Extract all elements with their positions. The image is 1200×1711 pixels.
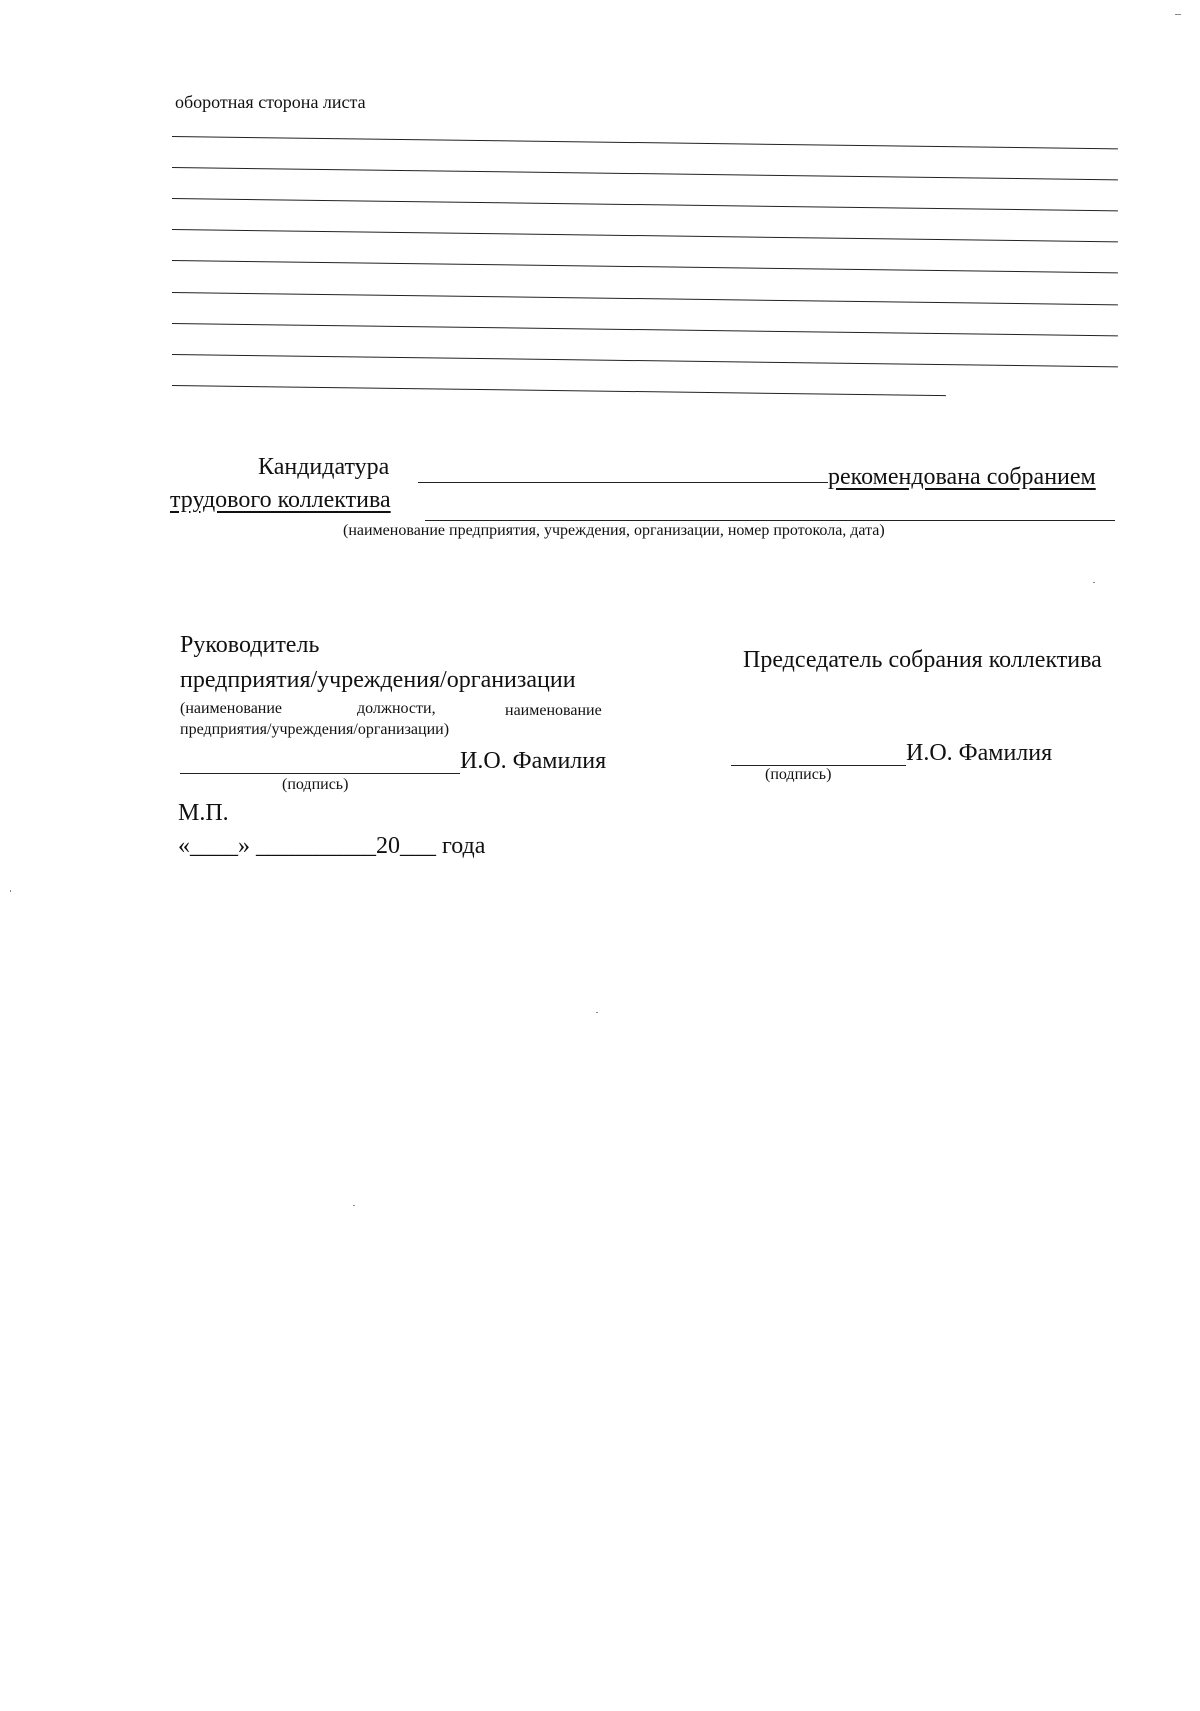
date-line: «____» __________20___ года — [178, 833, 486, 859]
chair-title: Председатель собрания коллектива — [743, 647, 1102, 673]
scan-speck — [10, 890, 11, 892]
candidacy-lead: Кандидатура — [258, 454, 390, 480]
manager-signature-caption: (подпись) — [282, 776, 349, 793]
ruled-line — [172, 323, 1118, 336]
manager-note-word1: (наименование — [180, 700, 283, 717]
manager-note-word3: наименование — [505, 702, 602, 719]
manager-name: И.О. Фамилия — [460, 748, 607, 774]
page-heading: оборотная сторона листа — [175, 92, 366, 112]
ruled-line — [172, 136, 1118, 149]
scan-speck — [353, 1205, 355, 1206]
ruled-line — [172, 229, 1118, 242]
scan-speck — [596, 1012, 598, 1013]
collective-blank-line — [425, 520, 1115, 521]
ruled-line — [172, 354, 1118, 367]
ruled-line — [172, 167, 1118, 180]
stamp-placeholder: М.П. — [178, 800, 229, 826]
ruled-line — [172, 260, 1118, 273]
ruled-line — [172, 292, 1118, 305]
manager-note-line2: предприятия/учреждения/организации) — [180, 721, 450, 738]
scan-speck — [1175, 14, 1181, 15]
candidacy-collective: трудового коллектива — [170, 487, 391, 513]
chair-name: И.О. Фамилия — [906, 740, 1053, 766]
candidacy-recommended: рекомендована собранием — [828, 464, 1096, 490]
manager-title: Руководитель — [180, 632, 320, 658]
scan-speck — [1093, 582, 1095, 583]
candidacy-blank-line — [418, 482, 828, 483]
manager-note-word2: должности, — [357, 700, 436, 717]
manager-signature-line — [180, 773, 460, 774]
manager-org: предприятия/учреждения/организации — [180, 667, 576, 693]
chair-signature-caption: (подпись) — [765, 766, 832, 783]
ruled-line — [172, 385, 946, 396]
candidacy-note: (наименование предприятия, учреждения, организации, номер протокола, дата) — [343, 522, 885, 539]
ruled-line — [172, 198, 1118, 211]
